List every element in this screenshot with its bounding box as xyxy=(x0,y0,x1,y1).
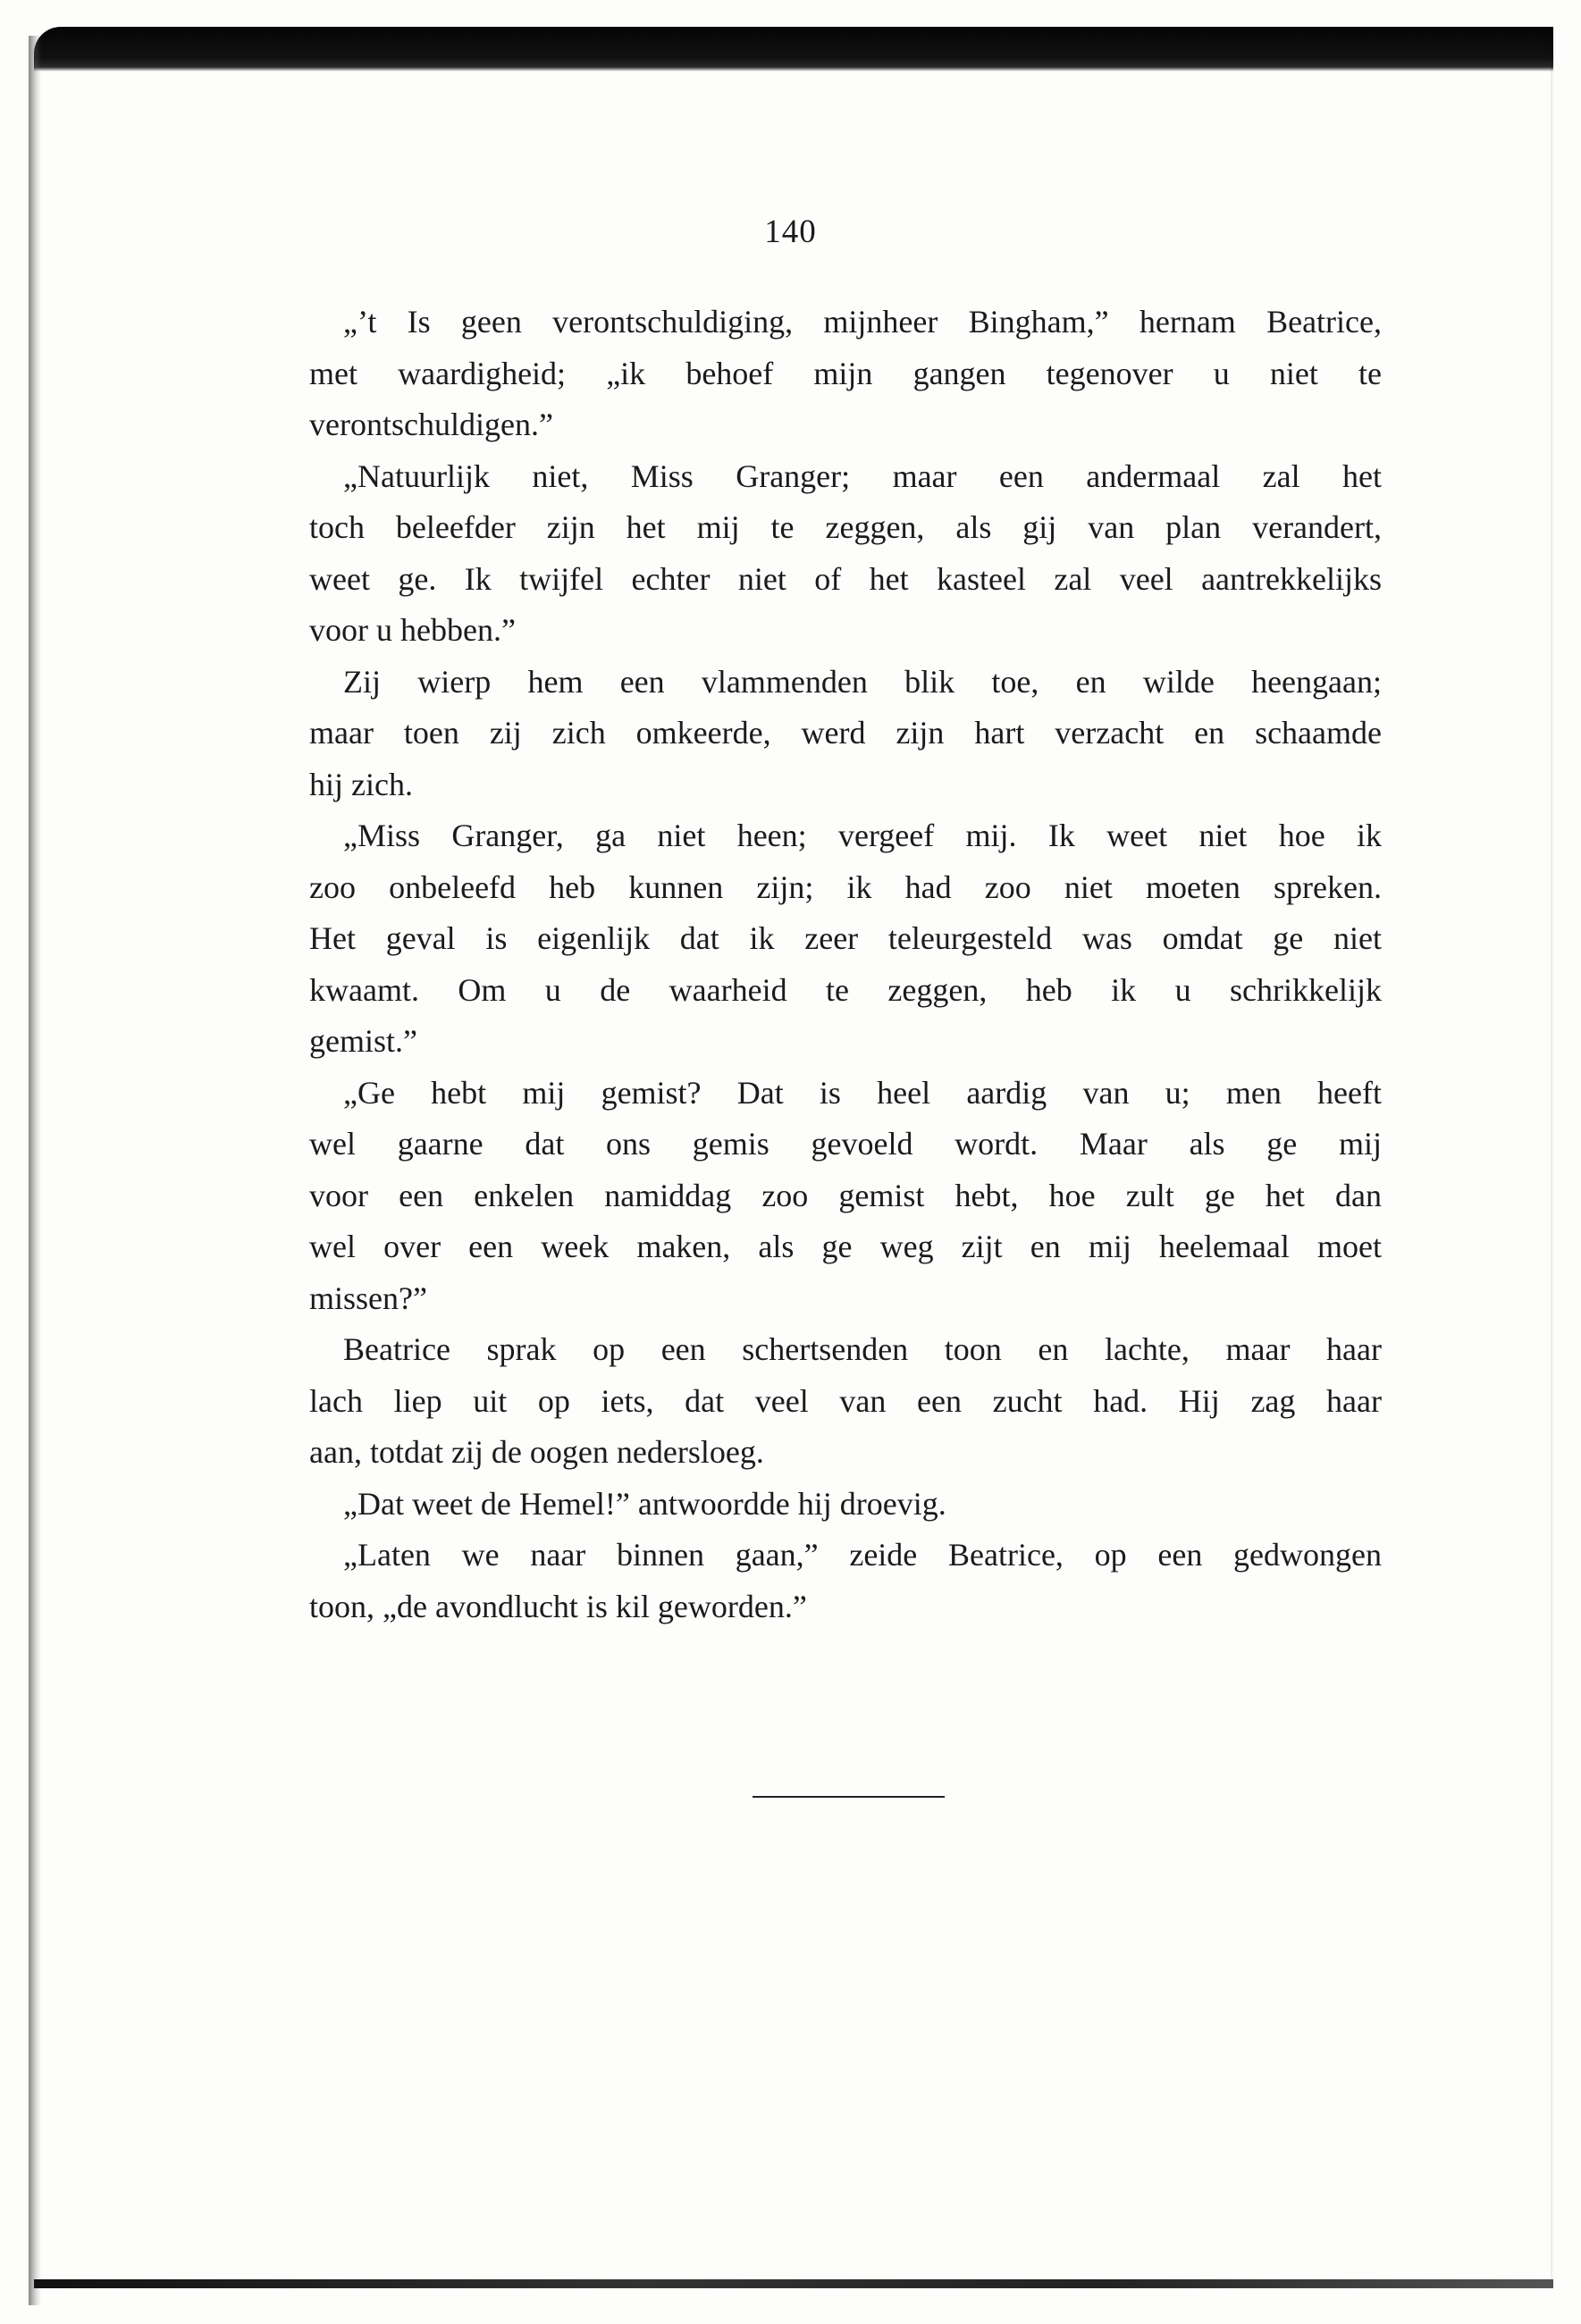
text-line: verontschuldigen.” xyxy=(309,407,553,442)
text-line: maar toen zij zich omkeerde, werd zijn hart verzacht en schaamde xyxy=(309,715,1382,751)
text-line: „’t Is geen verontschuldiging, mijnheer Bingham,” hernam Beatrice, xyxy=(343,304,1382,340)
page-number: 140 xyxy=(764,214,817,250)
text-line: Het geval is eigenlijk dat ik zeer teleurgesteld was omdat ge niet xyxy=(309,920,1382,956)
text-line: „Natuurlijk niet, Miss Granger; maar een andermaal zal het xyxy=(343,457,1382,494)
text-line: met waardigheid; „ik behoef mijn gangen tegenover u niet te xyxy=(309,355,1382,391)
text-line: lach liep uit op iets, dat veel van een zucht had. Hij zag haar xyxy=(309,1382,1382,1419)
text-line: „Laten we naar binnen gaan,” zeide Beatrice, op een gedwongen xyxy=(343,1537,1382,1573)
text-line: voor u hebben.” xyxy=(309,612,516,648)
text-line: zoo onbeleefd heb kunnen zijn; ik had zoo niet moeten spreken. xyxy=(309,868,1382,905)
chapter-end-rule xyxy=(753,1796,945,1798)
scan-border-top xyxy=(34,27,1553,71)
text-line: hij zich. xyxy=(309,766,413,802)
text-line: weet ge. Ik twijfel echter niet of het kasteel zal veel aantrekkelijks xyxy=(309,560,1382,597)
scan-border-bottom xyxy=(34,2279,1553,2288)
text-line: aan, totdat zij de oogen nedersloeg. xyxy=(309,1434,764,1470)
text-line: Zij wierp hem een vlammenden blik toe, en wilde heengaan; xyxy=(343,663,1382,700)
text-line: toch beleefder zijn het mij te zeggen, als gij van plan verandert, xyxy=(309,509,1382,545)
text-line: voor een enkelen namiddag zoo gemist hebt, hoe zult ge het dan xyxy=(309,1177,1382,1213)
text-line: missen?” xyxy=(309,1279,427,1316)
text-line: „Miss Granger, ga niet heen; vergeef mij. Ik weet niet hoe ik xyxy=(343,818,1382,853)
text-line: wel over een week maken, als ge weg zijt en mij heelemaal moet xyxy=(309,1229,1382,1264)
body-text xyxy=(309,297,1382,1632)
text-line: Beatrice sprak op een schertsenden toon en lachte, maar haar xyxy=(343,1331,1382,1367)
text-line: toon, „de avondlucht is kil geworden.” xyxy=(309,1588,807,1624)
text-line: „Dat weet de Hemel!” antwoordde hij droevig. xyxy=(343,1485,946,1522)
text-line: gemist.” xyxy=(309,1023,417,1059)
text-line: „Ge hebt mij gemist? Dat is heel aardig van u; men heeft xyxy=(343,1074,1382,1111)
scan-border-right xyxy=(1551,36,1554,2287)
text-line: kwaamt. Om u de waarheid te zeggen, heb ik u schrikkelijk xyxy=(309,971,1382,1008)
scan-border-left xyxy=(29,36,41,2305)
text-line: wel gaarne dat ons gemis gevoeld wordt. Maar als ge mij xyxy=(309,1126,1382,1162)
